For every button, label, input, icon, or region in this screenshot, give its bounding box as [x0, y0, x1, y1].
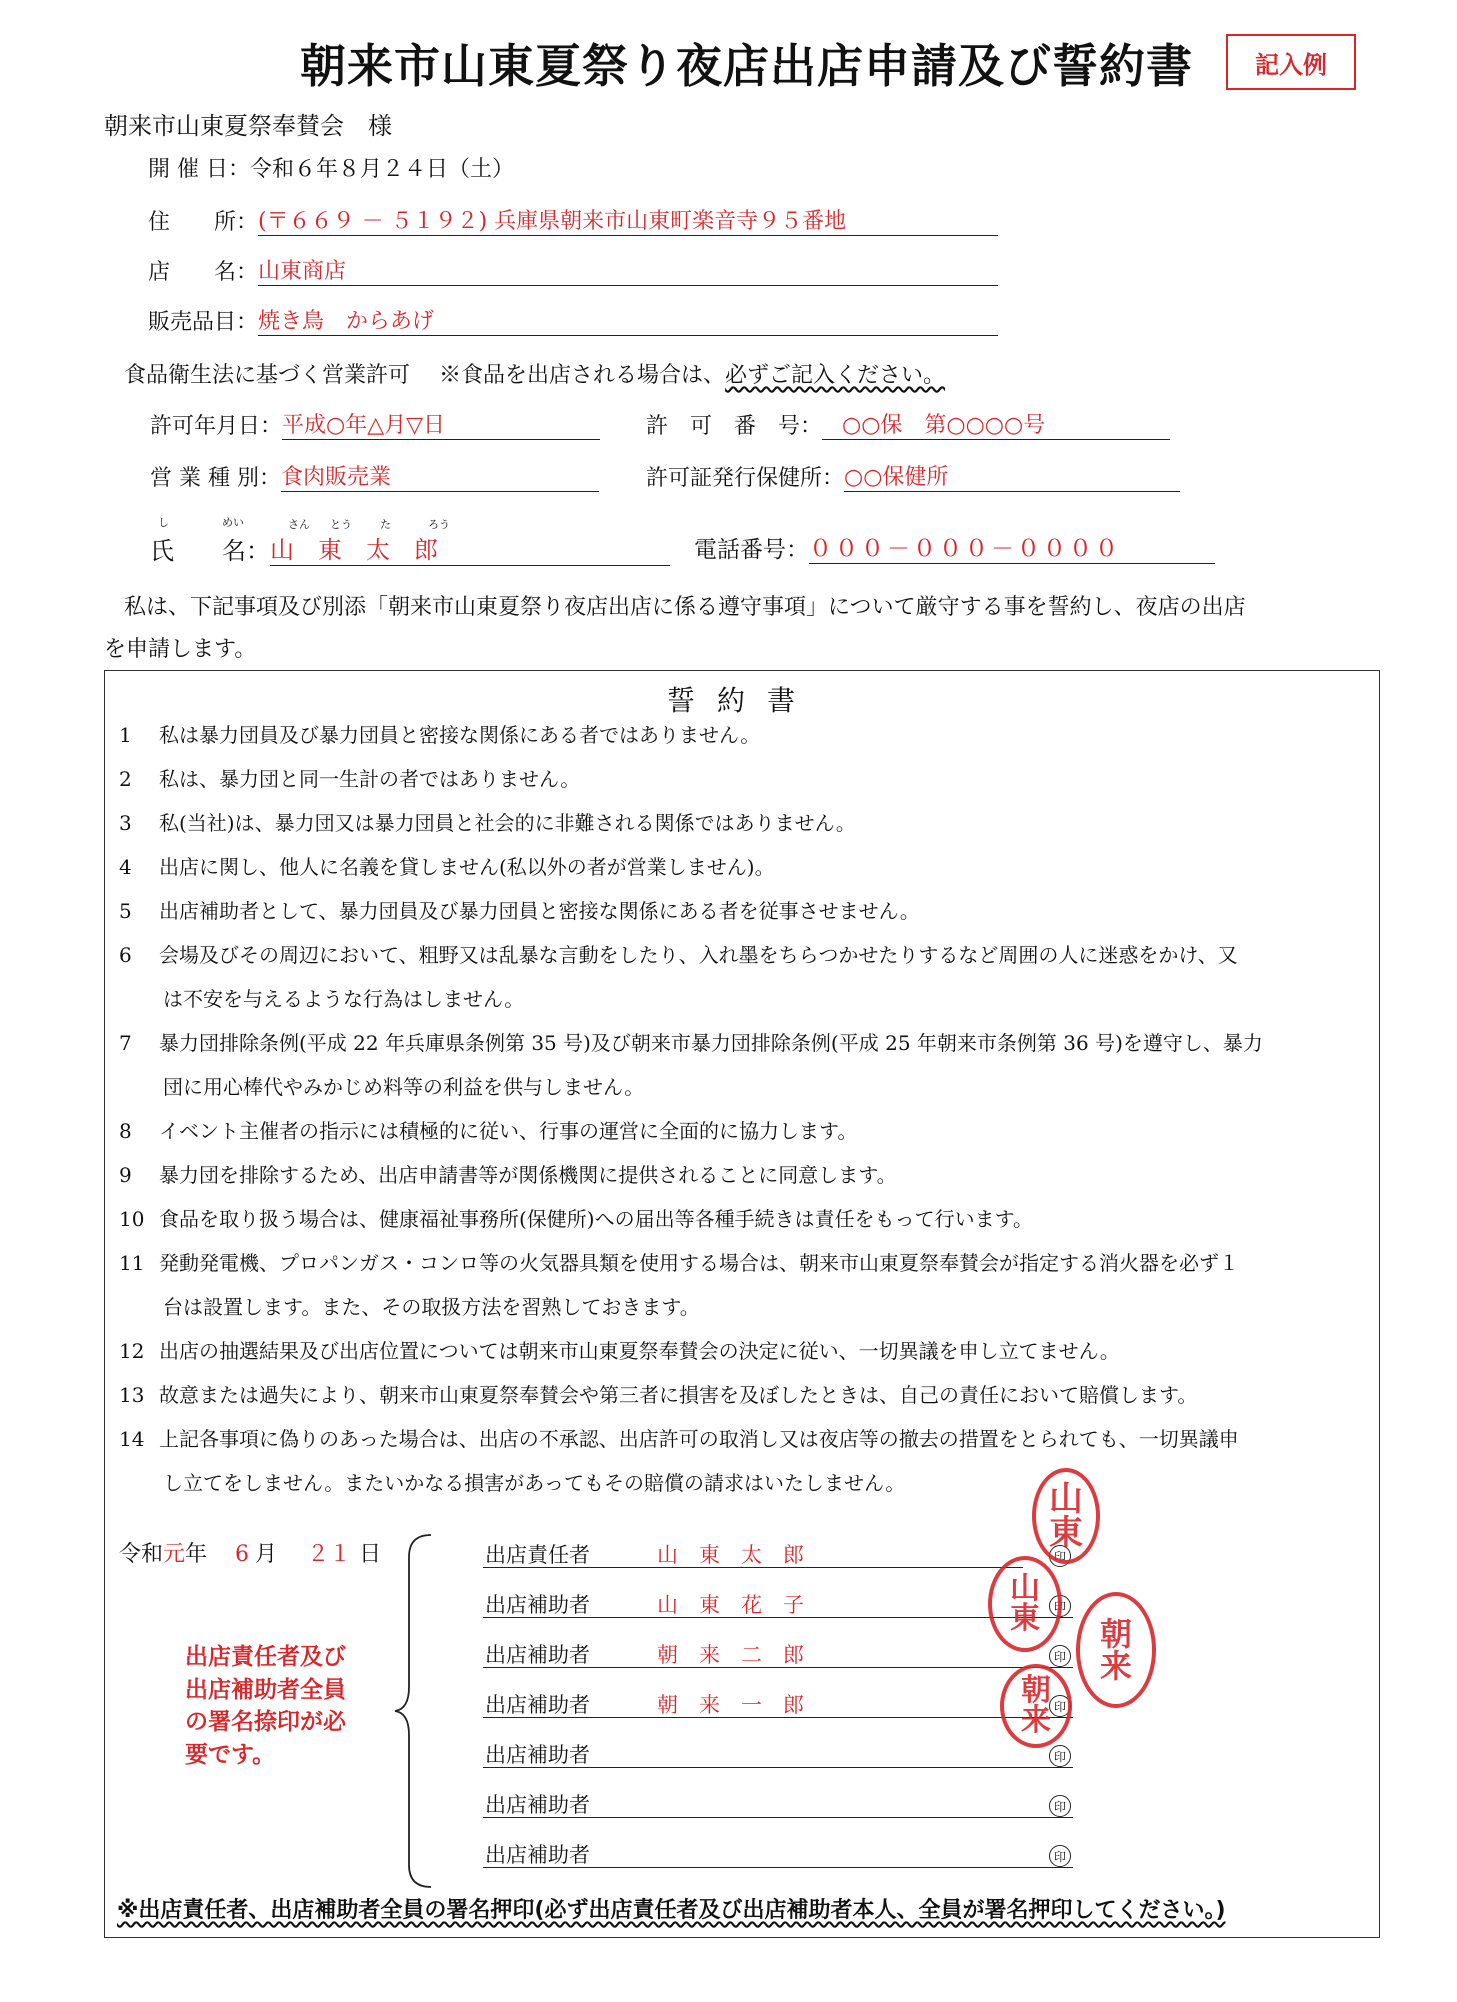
health-office-label: 許可証発行保健所： [646, 466, 845, 491]
signature-role-4: 出店補助者 [485, 1693, 590, 1717]
signature-note [185, 1641, 346, 1772]
permit-heading-text: 食品衛生法に基づく営業許可 [124, 363, 411, 388]
seal-stamp-1: 山 東 [1032, 1468, 1100, 1564]
seal-mark-icon: 印 [1049, 1595, 1071, 1617]
note-line-3: の署名捺印が必 [185, 1709, 346, 1736]
name-ruby-2: とう [330, 518, 352, 531]
permit-heading-emph: 必ずご記入ください。 [725, 363, 946, 388]
health-office-row [646, 460, 1180, 492]
signature-bracket [391, 1533, 441, 1889]
pledge-item-text: し立てをしません。またいかなる損害があってもその賠償の請求はいたしません。 [163, 1471, 906, 1495]
permit-date-label: 許可年月日： [150, 414, 283, 439]
seal-mark-icon: 印 [1049, 1645, 1071, 1667]
pledge-title: 誓約書 [666, 684, 817, 717]
signing-year-suffix: 年 [185, 1542, 208, 1567]
items-label: 販売品目： [148, 310, 259, 335]
page-title: 朝来市山東夏祭り夜店出店申請及び誓約書 [300, 39, 1193, 93]
signature-line [483, 1767, 1073, 1768]
name-ruby-1: さん [288, 518, 310, 531]
permit-number-row [646, 408, 1170, 440]
name-field[interactable]: 山 東 太 郎 [270, 530, 670, 566]
phone-field[interactable]: ０００－０００－００００ [809, 530, 1215, 564]
pledge-item-text: 会場及びその周辺において、粗野又は乱暴な言動をしたり、入れ墨をちらつかせたりするなど周囲の人に迷惑をかけ、又 [159, 943, 1238, 967]
phone-row [694, 530, 1215, 564]
pledge-item-text: 暴力団排除条例(平成 22 年兵庫県条例第 35 号)及び朝来市暴力団排除条例(平成 25 年朝来市条例第 36 号)を遵守し、暴力 [159, 1031, 1263, 1055]
signature-line [483, 1667, 1073, 1668]
pledge-item-11-cont [119, 1293, 700, 1321]
pledge-item-text: 発動発電機、プロパンガス・コンロ等の火気器具類を使用する場合は、朝来市山東夏祭奉賛会が指定する消火器を必ず１ [159, 1251, 1239, 1275]
permit-heading [124, 358, 945, 389]
pledge-item-3 [119, 809, 856, 837]
permit-number-label: 許 可 番 号： [646, 414, 823, 439]
seal-stamp-3: 朝 来 [1076, 1592, 1156, 1708]
event-date-value: 令和６年８月２４日（土） [250, 157, 515, 182]
pledge-item-text: 台は設置します。また、その取扱方法を習熟しておきます。 [163, 1295, 700, 1319]
pledge-item-text: 暴力団を排除するため、出店申請書等が関係機関に提供されることに同意します。 [159, 1163, 897, 1187]
note-line-2: 出店補助者全員 [185, 1676, 346, 1703]
pledge-item-number: 3 [119, 811, 132, 835]
permit-number-field[interactable]: ○○保 第○○○○号 [822, 408, 1170, 440]
pledge-item-number: 11 [119, 1251, 145, 1275]
pledge-item-11 [119, 1249, 1239, 1277]
signature-role-1: 出店責任者 [485, 1543, 590, 1567]
event-date-label: 開 催 日： [148, 157, 250, 182]
pledge-item-number: 10 [119, 1207, 145, 1231]
seal-mark-icon: 印 [1049, 1745, 1071, 1767]
business-type-label: 営 業 種 別： [150, 466, 281, 491]
pledge-item-text: 団に用心棒代やみかじめ料等の利益を供与しません。 [163, 1075, 645, 1099]
pledge-item-text: 私は、暴力団と同一生計の者ではありません。 [159, 767, 581, 791]
pledge-item-number: 4 [119, 855, 132, 879]
pledge-item-number: 6 [119, 943, 132, 967]
phone-label: 電話番号： [694, 537, 809, 563]
signature-role-5: 出店補助者 [485, 1743, 590, 1767]
name-label-ruby-1: し [158, 516, 169, 529]
sample-badge: 記入例 [1226, 34, 1356, 90]
address-field[interactable]: (〒６６９ － ５１９２) 兵庫県朝来市山東町楽音寺９５番地 [258, 204, 998, 236]
seal-mark-icon: 印 [1049, 1845, 1071, 1867]
pledge-item-number: 2 [119, 767, 132, 791]
business-type-field[interactable]: 食肉販売業 [281, 460, 599, 492]
pledge-item-number: 7 [119, 1031, 132, 1055]
sales-items-field[interactable]: 焼き鳥 からあげ [258, 304, 998, 336]
signature-line [483, 1867, 1073, 1868]
seal-mark-icon: 印 [1049, 1695, 1071, 1717]
shop-row [148, 254, 998, 286]
seal-stamp-4: 朝 来 [1000, 1664, 1072, 1748]
name-row [150, 530, 670, 566]
signing-era-year[interactable]: 元 [163, 1542, 186, 1567]
pledge-item-7 [119, 1029, 1263, 1057]
business-type-row [150, 460, 599, 492]
health-office-field[interactable]: ○○保健所 [844, 460, 1180, 492]
signing-month[interactable]: 6 [235, 1542, 250, 1567]
signature-name-4[interactable]: 朝 来 一 郎 [657, 1693, 804, 1717]
addressee: 朝来市山東夏祭奉賛会 様 [104, 112, 392, 140]
signature-line [483, 1717, 1073, 1718]
pledge-item-number: 9 [119, 1163, 132, 1187]
pledge-item-number: 14 [119, 1427, 145, 1451]
pledge-item-number: 8 [119, 1119, 132, 1143]
signing-date [119, 1537, 381, 1568]
pledge-item-text: イベント主催者の指示には積極的に従い、行事の運営に全面的に協力します。 [159, 1119, 858, 1143]
pledge-item-12 [119, 1337, 1120, 1365]
signature-name-1[interactable]: 山 東 太 郎 [657, 1543, 804, 1567]
items-row [148, 304, 998, 336]
pledge-item-text: 出店補助者として、暴力団員及び暴力団員と密接な関係にある者を従事させません。 [159, 899, 920, 923]
name-ruby-4: ろう [428, 518, 450, 531]
seal-mark-icon: 印 [1049, 1545, 1071, 1567]
pledge-item-text: 上記各事項に偽りのあった場合は、出店の不承認、出店許可の取消し又は夜店等の撤去の措置をとられても、一切異議申 [159, 1427, 1239, 1451]
shop-name-field[interactable]: 山東商店 [258, 254, 998, 286]
name-label-ruby-2: めい [222, 516, 244, 529]
signing-month-suffix: 月 [255, 1542, 278, 1567]
statement-line-2: を申請します。 [104, 637, 257, 662]
footer-note: ※出店責任者、出店補助者全員の署名押印(必ず出店責任者及び出店補助者本人、全員が署名押印してください。) [117, 1898, 1226, 1923]
permit-date-row [150, 408, 600, 440]
statement-line-1: 私は、下記事項及び別添「朝来市山東夏祭り夜店出店に係る遵守事項」について厳守する事を誓約し、夜店の出店 [124, 595, 1246, 620]
pledge-item-6-cont [119, 985, 524, 1013]
note-line-4: 要です。 [185, 1741, 276, 1768]
pledge-item-number: 13 [119, 1383, 145, 1407]
pledge-box [104, 670, 1380, 1938]
shop-label: 店 名： [148, 260, 259, 285]
seal-stamp-2: 山 東 [988, 1556, 1062, 1652]
signature-role-3: 出店補助者 [485, 1643, 590, 1667]
pledge-item-14 [119, 1425, 1239, 1453]
permit-date-field[interactable]: 平成○年△月▽日 [282, 408, 600, 440]
event-date-row [148, 152, 514, 183]
pledge-item-text: 出店に関し、他人に名義を貸しません(私以外の者が営業しません)。 [159, 855, 775, 879]
signature-line [483, 1567, 1023, 1568]
address-row [148, 204, 998, 236]
signature-line [483, 1817, 1073, 1818]
pledge-item-10 [119, 1205, 1033, 1233]
pledge-item-number: 5 [119, 899, 132, 923]
pledge-item-2 [119, 765, 580, 793]
signing-day[interactable]: ２１ [307, 1542, 352, 1567]
pledge-item-4 [119, 853, 775, 881]
address-label: 住 所： [148, 210, 259, 235]
pledge-item-text: は不安を与えるような行為はしません。 [163, 987, 525, 1011]
pledge-item-text: 食品を取り扱う場合は、健康福祉事務所(保健所)への届出等各種手続きは責任をもって行います。 [159, 1207, 1034, 1231]
pledge-item-text: 私は暴力団員及び暴力団員と密接な関係にある者ではありません。 [159, 723, 761, 747]
permit-heading-note: ※食品を出店される場合は、 [439, 363, 726, 388]
pledge-item-text: 故意または過失により、朝来市山東夏祭奉賛会や第三者に損害を及ぼしたときは、自己の責任において賠償します。 [159, 1383, 1198, 1407]
pledge-item-6 [119, 941, 1238, 969]
signing-day-suffix: 日 [359, 1542, 382, 1567]
signature-role-2: 出店補助者 [485, 1593, 590, 1617]
signature-line [483, 1617, 1073, 1618]
pledge-item-9 [119, 1161, 897, 1189]
signature-name-3[interactable]: 朝 来 二 郎 [657, 1643, 804, 1667]
pledge-item-number: 12 [119, 1339, 145, 1363]
seal-mark-icon: 印 [1049, 1795, 1071, 1817]
signature-role-7: 出店補助者 [485, 1843, 590, 1867]
pledge-item-7-cont [119, 1073, 644, 1101]
pledge-item-text: 私(当社)は、暴力団又は暴力団員と社会的に非難される関係ではありません。 [159, 811, 856, 835]
note-line-1: 出店責任者及び [185, 1644, 346, 1670]
name-ruby-3: た [380, 518, 391, 531]
pledge-item-5 [119, 897, 920, 925]
pledge-item-13 [119, 1381, 1197, 1409]
pledge-item-8 [119, 1117, 857, 1145]
name-label: 氏 名： [150, 537, 270, 565]
pledge-item-text: 出店の抽選結果及び出店位置については朝来市山東夏祭奉賛会の決定に従い、一切異議を申し立てません。 [159, 1339, 1120, 1363]
pledge-item-number: 1 [119, 723, 132, 747]
pledge-item-14-cont [119, 1469, 905, 1497]
signature-role-6: 出店補助者 [485, 1793, 590, 1817]
pledge-item-1 [119, 721, 760, 749]
signature-name-2[interactable]: 山 東 花 子 [657, 1593, 804, 1617]
signing-era: 令和 [119, 1542, 164, 1567]
